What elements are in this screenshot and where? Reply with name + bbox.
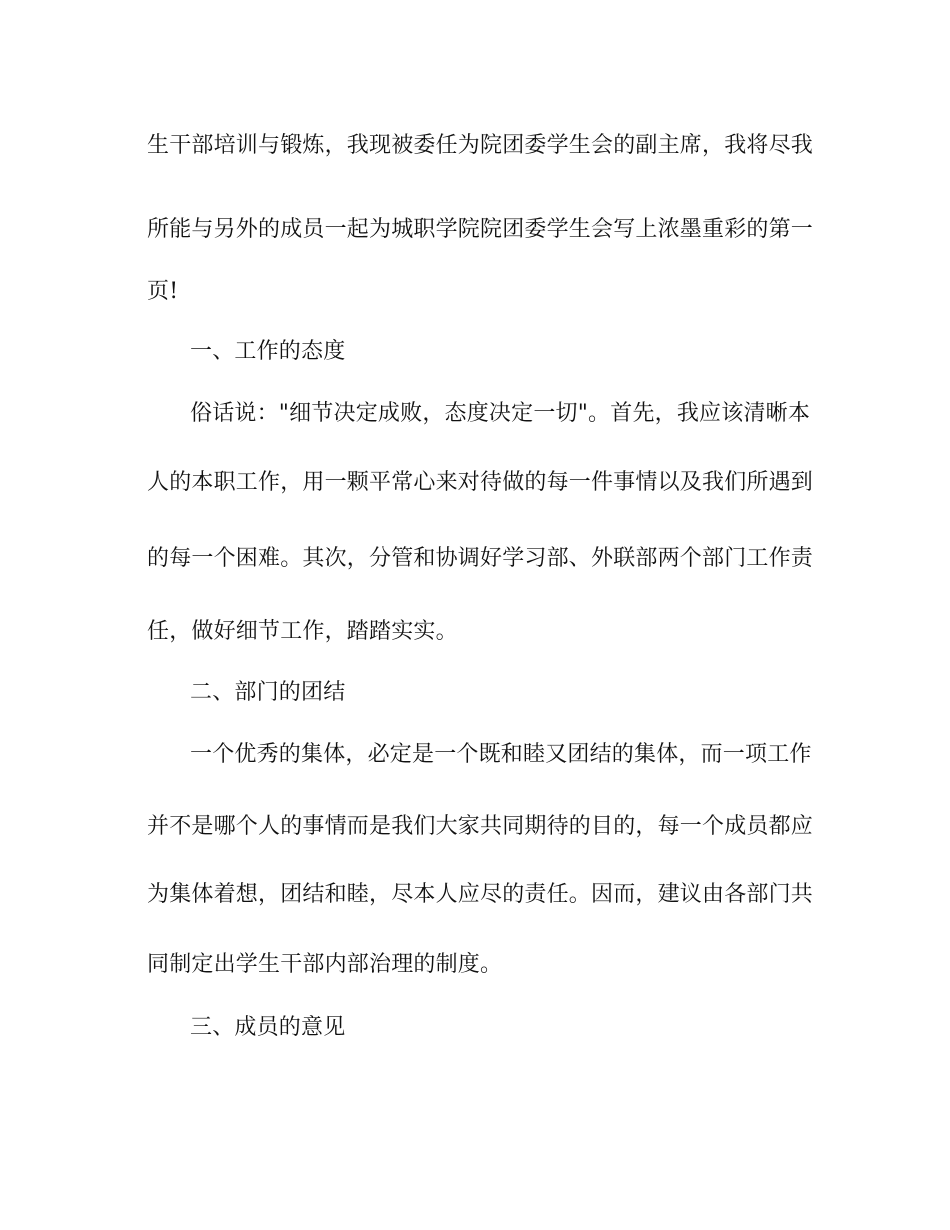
- paragraph-line: 俗话说："细节决定成败，态度决定一切"。首先，我应该清晰本: [190, 401, 811, 426]
- paragraph-line: 生干部培训与锻炼，我现被委任为院团委学生会的副主席，我将尽我: [147, 133, 814, 158]
- paragraph-line: 并不是哪个人的事情而是我们大家共同期待的目的，每一个成员都应: [147, 814, 814, 839]
- paragraph-line: 任，做好细节工作，踏踏实实。: [147, 619, 458, 644]
- paragraph-line: 人的本职工作，用一颗平常心来对待做的每一件事情以及我们所遇到: [147, 470, 814, 495]
- paragraph-line: 为集体着想，团结和睦，尽本人应尽的责任。因而，建议由各部门共: [147, 882, 814, 907]
- section-heading: 一、工作的态度: [190, 339, 346, 364]
- paragraph-line: 一个优秀的集体，必定是一个既和睦又团结的集体，而一项工作: [190, 742, 812, 767]
- section-heading: 二、部门的团结: [190, 680, 346, 705]
- paragraph-line: 页!: [147, 279, 179, 304]
- section-heading: 三、成员的意见: [190, 1015, 346, 1040]
- paragraph-line: 的每一个困难。其次，分管和协调好学习部、外联部两个部门工作责: [147, 546, 814, 571]
- paragraph-line: 同制定出学生干部内部治理的制度。: [147, 952, 503, 977]
- paragraph-line: 所能与另外的成员一起为城职学院院团委学生会写上浓墨重彩的第一: [147, 217, 814, 242]
